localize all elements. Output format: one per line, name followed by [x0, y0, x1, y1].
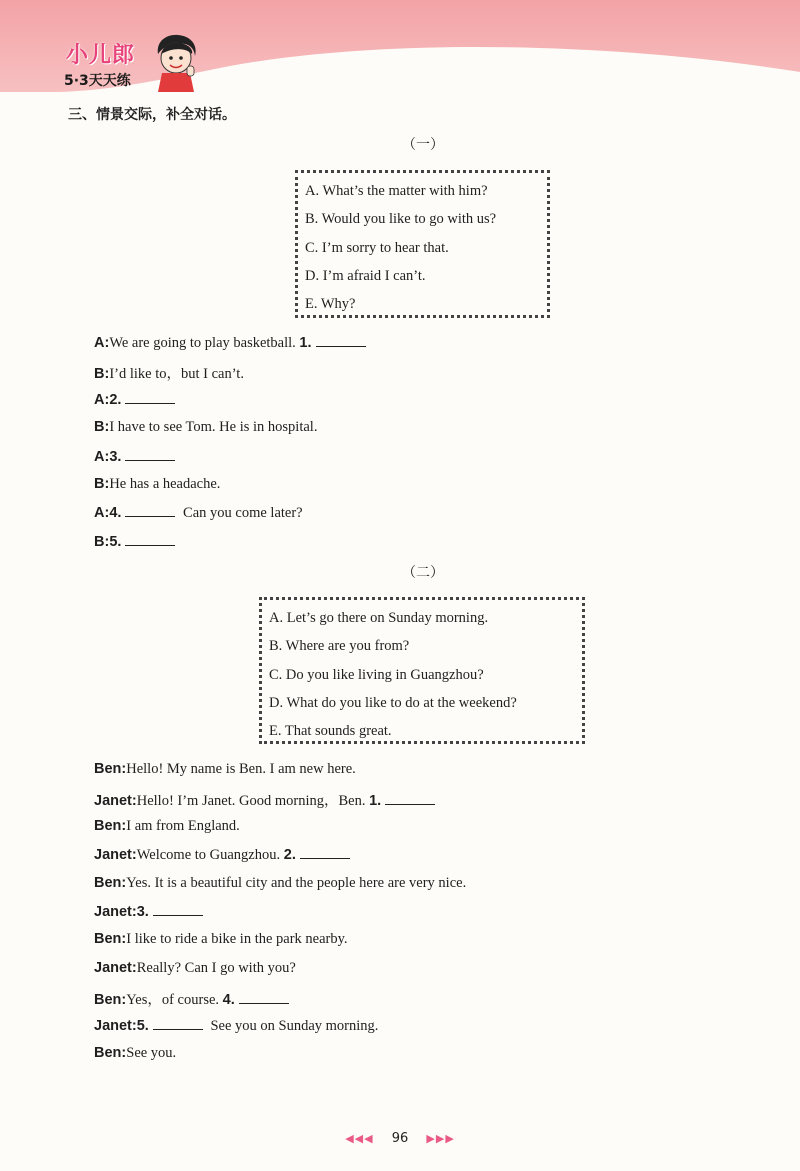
part-1-label: （一）: [402, 137, 444, 153]
answer-blank[interactable]: [300, 846, 350, 859]
speaker-label: B: [94, 533, 105, 550]
dialogue-text: I like to ride a bike in the park nearby.: [126, 931, 348, 948]
dialogue-line: Janet:Hello! I’m Janet. Good morning，Ben. 1.: [94, 789, 439, 810]
dialogue-line: A:We are going to play basketball. 1.: [94, 334, 370, 352]
dialogue-text: Can you come later?: [179, 505, 303, 522]
mascot-boy-icon: [150, 32, 202, 92]
dialogue-text: Really? Can I go with you?: [136, 959, 296, 976]
left-arrows-icon: ◀◀◀: [345, 1132, 374, 1145]
answer-blank[interactable]: [125, 533, 175, 546]
dialogue-line: B:He has a headache.: [94, 476, 221, 492]
dialogue-line: Janet:Welcome to Guangzhou. 2.: [94, 846, 354, 864]
part-1-options-box: [295, 170, 550, 318]
blank-number: 5.: [136, 1017, 149, 1034]
option-item: D. I’m afraid I can’t.: [305, 267, 426, 284]
speaker-label: Ben: [94, 817, 122, 834]
section-title: 三、情景交际，补全对话。: [68, 107, 236, 123]
answer-blank[interactable]: [125, 448, 175, 461]
dialogue-line: Janet:5. See you on Sunday morning.: [94, 1017, 379, 1034]
part-2-label: （二）: [402, 565, 444, 581]
dialogue-text: Welcome to Guangzhou.: [136, 847, 284, 864]
dialogue-line: A:4. Can you come later?: [94, 505, 303, 522]
blank-number: 3.: [136, 904, 149, 920]
page-number: 96: [391, 1131, 409, 1146]
option-item: A. Let’s go there on Sunday morning.: [269, 610, 489, 626]
option-item: C. I’m sorry to hear that.: [305, 239, 449, 256]
speaker-label: A: [94, 505, 105, 522]
speaker-label: A: [94, 335, 105, 351]
dialogue-line: A:2.: [94, 391, 179, 409]
brand-subtitle: 5·3天天练: [64, 73, 131, 89]
speaker-label: Ben: [94, 874, 122, 891]
right-arrows-icon: ▶▶▶: [426, 1132, 455, 1145]
option-item: E. Why?: [305, 296, 356, 313]
blank-number: 2.: [283, 847, 296, 864]
blank-number: 1.: [299, 335, 312, 351]
dialogue-line: Janet:3.: [94, 903, 207, 921]
speaker-label: B: [94, 476, 105, 492]
dialogue-text: I’d like to，but I can’t.: [109, 366, 244, 383]
option-item: C. Do you like living in Guangzhou?: [269, 666, 484, 683]
dialogue-line: Ben:I like to ride a bike in the park nearby.: [94, 931, 348, 948]
option-item: B. Would you like to go with us?: [305, 211, 497, 228]
answer-blank[interactable]: [385, 792, 435, 805]
option-item: B. Where are you from?: [269, 638, 410, 655]
blank-number: 1.: [369, 793, 382, 810]
part-2-options-box: [259, 597, 585, 744]
speaker-label: Ben: [94, 1045, 122, 1061]
speaker-label: Ben: [94, 992, 122, 1009]
brand-name: 小儿郎: [66, 43, 136, 68]
speaker-label: Ben: [94, 931, 122, 948]
option-item: E. That sounds great.: [269, 723, 392, 740]
brand-logo: [62, 36, 202, 98]
option-item: A. What’s the matter with him?: [305, 183, 488, 199]
blank-number: 4.: [222, 992, 235, 1009]
dialogue-text: See you on Sunday morning.: [206, 1017, 379, 1034]
dialogue-text: He has a headache.: [109, 476, 221, 492]
blank-number: 3.: [109, 448, 122, 465]
answer-blank[interactable]: [316, 334, 366, 347]
speaker-label: A: [94, 448, 105, 465]
dialogue-text: Hello! My name is Ben. I am new here.: [126, 761, 356, 777]
dialogue-text: I have to see Tom. He is in hospital.: [109, 419, 318, 436]
dialogue-line: Ben:Yes. It is a beautiful city and the people here are very nice.: [94, 874, 467, 891]
dialogue-text: Yes，of course.: [126, 992, 223, 1009]
speaker-label: B: [94, 366, 105, 383]
answer-blank[interactable]: [125, 391, 175, 404]
answer-blank[interactable]: [239, 991, 289, 1004]
dialogue-text: See you.: [126, 1045, 177, 1061]
dialogue-line: Ben:I am from England.: [94, 817, 240, 834]
page-footer: [0, 1131, 800, 1146]
speaker-label: Janet: [94, 959, 132, 976]
speaker-label: B: [94, 419, 105, 436]
dialogue-line: B:I’d like to，but I can’t.: [94, 366, 244, 383]
dialogue-line: A:3.: [94, 448, 179, 466]
dialogue-text: Yes. It is a beautiful city and the people here are very nice.: [126, 874, 467, 891]
answer-blank[interactable]: [153, 903, 203, 916]
answer-blank[interactable]: [125, 504, 175, 517]
dialogue-text: I am from England.: [126, 817, 240, 834]
speaker-label: Janet: [94, 904, 132, 920]
dialogue-text: Hello! I’m Janet. Good morning，Ben.: [136, 793, 370, 810]
blank-number: 2.: [109, 391, 122, 408]
speaker-label: Janet: [94, 847, 132, 864]
dialogue-line: Ben:See you.: [94, 1045, 177, 1061]
option-item: D. What do you like to do at the weekend?: [269, 694, 517, 711]
blank-number: 4.: [109, 505, 122, 522]
dialogue-line: Ben:Hello! My name is Ben. I am new here.: [94, 761, 356, 777]
speaker-label: A: [94, 391, 105, 408]
dialogue-line: Ben:Yes，of course. 4.: [94, 988, 293, 1009]
speaker-label: Janet: [94, 1017, 132, 1034]
dialogue-line: B:I have to see Tom. He is in hospital.: [94, 419, 318, 436]
dialogue-line: B:5.: [94, 533, 179, 551]
speaker-label: Ben: [94, 761, 122, 777]
dialogue-line: Janet:Really? Can I go with you?: [94, 959, 296, 976]
dialogue-text: We are going to play basketball.: [109, 335, 300, 351]
blank-number: 5.: [109, 533, 122, 550]
speaker-label: Janet: [94, 793, 132, 810]
answer-blank[interactable]: [153, 1017, 203, 1030]
